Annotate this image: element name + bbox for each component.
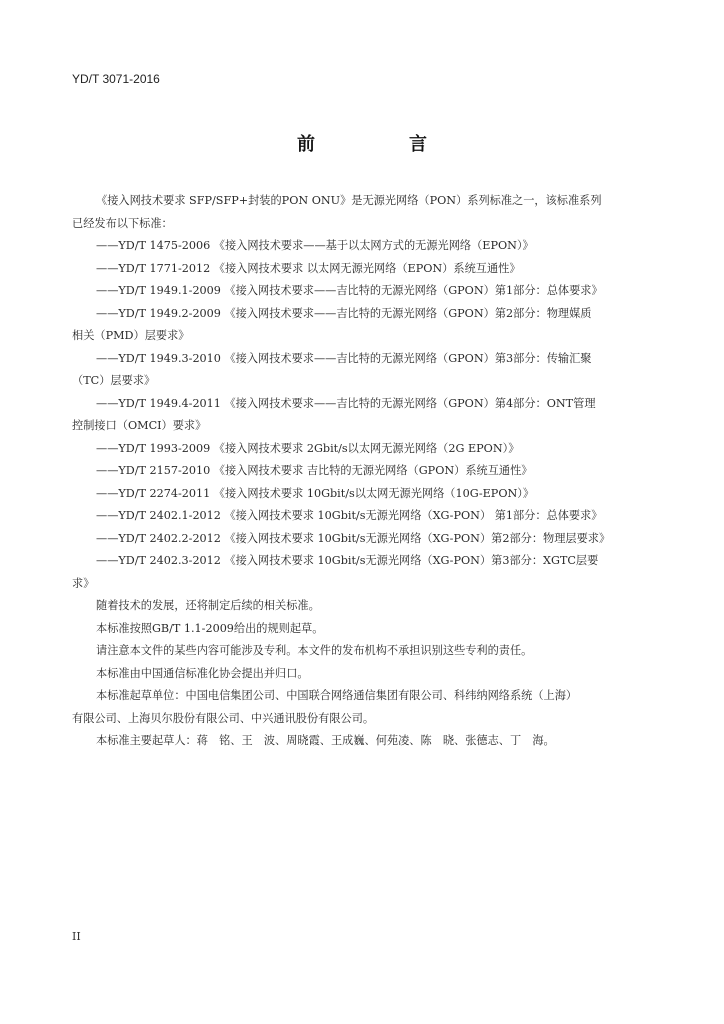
paragraph-continuation: （TC）层要求》 [72, 374, 156, 387]
standard-list-item: ——YD/T 1771-2012 《接入网技术要求 以太网无源光网络（EPON）系统互通性》 [96, 261, 521, 275]
standard-list-item: ——YD/T 2402.3-2012 《接入网技术要求 10Gbit/s无源光网络（XG-PON）第3部分：XGTC层要 [96, 554, 599, 567]
standard-list-item: ——YD/T 1993-2009 《接入网技术要求 2Gbit/s以太网无源光网络（2G EPON）》 [96, 441, 520, 455]
standard-list-item: ——YD/T 2157-2010 《接入网技术要求 吉比特的无源光网络（GPON）系统互通性》 [96, 464, 533, 477]
standard-list-item: ——YD/T 1475-2006 《接入网技术要求——基于以太网方式的无源光网络（EPON）》 [96, 239, 534, 252]
standard-list-item: ——YD/T 1949.3-2010 《接入网技术要求——吉比特的无源光网络（GPON）第3部分：传输汇聚 [96, 351, 592, 365]
paragraph-continuation: 控制接口（OMCI）要求》 [72, 419, 207, 432]
paragraph-continuation: 相关（PMD）层要求》 [72, 329, 190, 342]
standard-list-item: ——YD/T 2402.2-2012 《接入网技术要求 10Gbit/s无源光网络（XG-PON）第2部分：物理层要求》 [96, 531, 611, 545]
standard-list-item: ——YD/T 1949.4-2011 《接入网技术要求——吉比特的无源光网络（GPON）第4部分：ONT管理 [96, 396, 596, 410]
paragraph-continuation: 有限公司、上海贝尔股份有限公司、中兴通讯股份有限公司。 [72, 711, 375, 725]
paragraph: 本标准按照GB/T 1.1-2009给出的规则起草。 [96, 621, 324, 635]
standard-list-item: ——YD/T 2274-2011 《接入网技术要求 10Gbit/s以太网无源光网络（10G-EPON）》 [96, 486, 535, 500]
standard-list-item: ——YD/T 1949.1-2009 《接入网技术要求——吉比特的无源光网络（GPON）第1部分：总体要求》 [96, 284, 603, 297]
page-number: II [72, 930, 81, 943]
paragraph-continuation: 求》 [72, 576, 95, 590]
paragraph: 本标准由中国通信标准化协会提出并归口。 [96, 666, 309, 680]
paragraph: 本标准起草单位：中国电信集团公司、中国联合网络通信集团有限公司、科纬纳网络系统（上海） [96, 689, 578, 702]
foreword-body [72, 190, 650, 753]
paragraph: 请注意本文件的某些内容可能涉及专利。本文件的发布机构不承担识别这些专利的责任。 [96, 644, 533, 657]
standard-list-item: ——YD/T 2402.1-2012 《接入网技术要求 10Gbit/s无源光网络（XG-PON） 第1部分：总体要求》 [96, 509, 603, 522]
document-code: YD/T 3071-2016 [72, 72, 160, 86]
paragraph: 本标准主要起草人：蒋 铭、王 波、周晓霞、王成巍、何苑凌、陈 晓、张德志、丁 海。 [96, 734, 555, 747]
page-title: 前 言 [297, 134, 465, 155]
standard-list-item: ——YD/T 1949.2-2009 《接入网技术要求——吉比特的无源光网络（GPON）第2部分：物理媒质 [96, 306, 592, 320]
paragraph: 《接入网技术要求 SFP/SFP+封装的PON ONU》是无源光网络（PON）系列标准之一，该标准系列 [96, 194, 602, 207]
paragraph-continuation: 已经发布以下标准： [72, 216, 173, 230]
paragraph: 随着技术的发展，还将制定后续的相关标准。 [96, 599, 320, 612]
